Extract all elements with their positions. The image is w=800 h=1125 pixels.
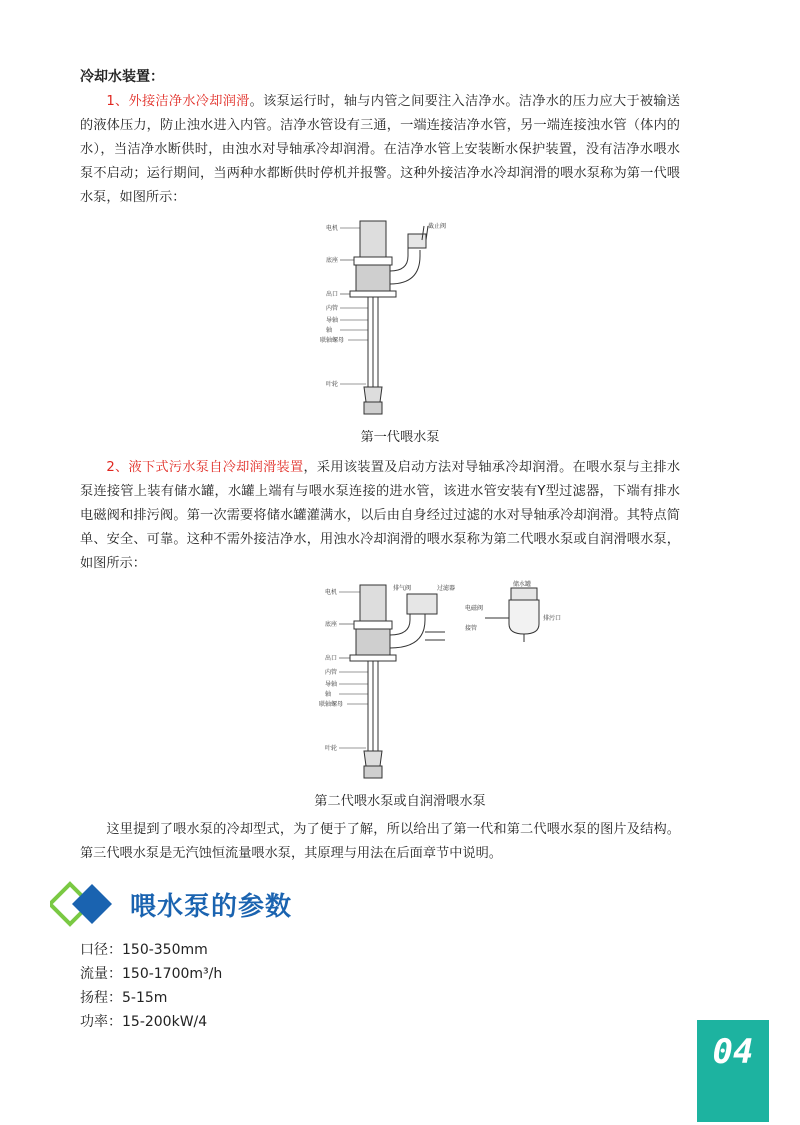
figure-1-label-5: 轴 <box>326 327 333 334</box>
figure-2-label-4: 导轴 <box>325 681 338 688</box>
figure-1-caption: 第一代喂水泵 <box>360 430 440 445</box>
figure-1-label-1: 底座 <box>326 257 339 264</box>
figure-2-label-6: 联轴螺母 <box>319 701 344 708</box>
figure-2-label-3: 内管 <box>325 669 338 676</box>
param-head: 扬程：5-15m <box>80 990 168 1006</box>
figure-1-label-6: 联轴螺母 <box>320 337 345 344</box>
parameter-list <box>80 938 222 1034</box>
figure-2-label-2: 出口 <box>325 655 338 662</box>
paragraph-2 <box>80 456 680 576</box>
paragraph-2-lead: 2、液下式污水泵自冷却润滑装置 <box>106 460 304 475</box>
page-number: 04 <box>712 1032 754 1072</box>
section-title: 喂水泵的参数 <box>130 892 293 922</box>
figure-1-label-0: 电机 <box>326 225 339 232</box>
param-power: 功率：15-200kW/4 <box>80 1014 208 1030</box>
paragraph-3: 这里提到了喂水泵的冷却型式，为了便于了解，所以给出了第一代和第二代喂水泵的图片及结构。第三代喂水泵是无汽蚀恒流量喂水泵，其原理与用法在后面章节中说明。 <box>80 822 680 861</box>
figure-2-caption: 第二代喂水泵或自润滑喂水泵 <box>314 794 486 809</box>
param-caliber: 口径：150-350mm <box>80 942 208 958</box>
figure-2-label-11: 电磁阀 <box>465 605 484 612</box>
figure-2-label-8: 排气阀 <box>393 585 412 592</box>
figure-1-label-2: 出口 <box>326 291 339 298</box>
param-flow: 流量：150-1700m³/h <box>80 966 223 982</box>
figure-1-label-4: 导轴 <box>326 317 339 324</box>
figure-2-label-10: 储水罐 <box>513 581 532 588</box>
figure-1-label-3: 内管 <box>326 305 339 312</box>
figure-2-label-7: 叶轮 <box>325 745 338 752</box>
figure-1-pump-diagram <box>320 216 470 421</box>
figure-2-label-9: 过滤器 <box>437 585 456 592</box>
diamond-decoration-icon <box>50 880 120 930</box>
figure-2-label-13: 接管 <box>465 625 478 632</box>
figure-2-label-12: 排污口 <box>543 615 562 622</box>
paragraph-1 <box>80 90 680 210</box>
figure-2-label-0: 电机 <box>325 589 338 596</box>
figure-1-label-8: 截止阀 <box>428 223 447 230</box>
section-heading-cooling: 冷却水装置： <box>80 69 164 85</box>
figure-2-label-1: 底座 <box>325 621 338 628</box>
paragraph-1-text: 。该泵运行时，轴与内管之间要注入洁净水。洁净水的压力应大于被输送的液体压力，防止浊水进入内管。洁净水管设有三通，一端连接洁净水管，另一端连接浊水管（体内的水），当洁净水断供时，由浊水对导轴承冷却润滑。在洁净水管上安装断水保护装置，没有洁净水喂水泵不启动；运行期间，当两种水都断供时停机并报警。这种外接洁净水冷却润滑的喂水泵称为第一代喂水泵，如图所示： <box>80 94 681 205</box>
figure-1-label-7: 叶轮 <box>326 381 339 388</box>
figure-2-label-5: 轴 <box>325 691 332 698</box>
paragraph-2-text: ，采用该装置及启动方法对导轴承冷却润滑。在喂水泵与主排水泵连接管上装有储水罐，水罐上端有与喂水泵连接的进水管，该进水管安装有Y型过滤器，下端有排水电磁阀和排污阀。第一次需要将储水罐灌满水，以后由自身经过过滤的水对导轴承冷却润滑。其特点简单、安全、可靠。这种不需外接洁净水，用浊水冷却润滑的喂水泵称为第二代喂水泵或自润滑喂水泵，如图所示： <box>80 460 681 571</box>
page-number-tab <box>697 1020 769 1122</box>
paragraph-1-lead: 1、外接洁净水冷却润滑 <box>106 94 250 109</box>
figure-2-pump-diagram <box>315 580 575 785</box>
section-title-block <box>50 880 450 930</box>
